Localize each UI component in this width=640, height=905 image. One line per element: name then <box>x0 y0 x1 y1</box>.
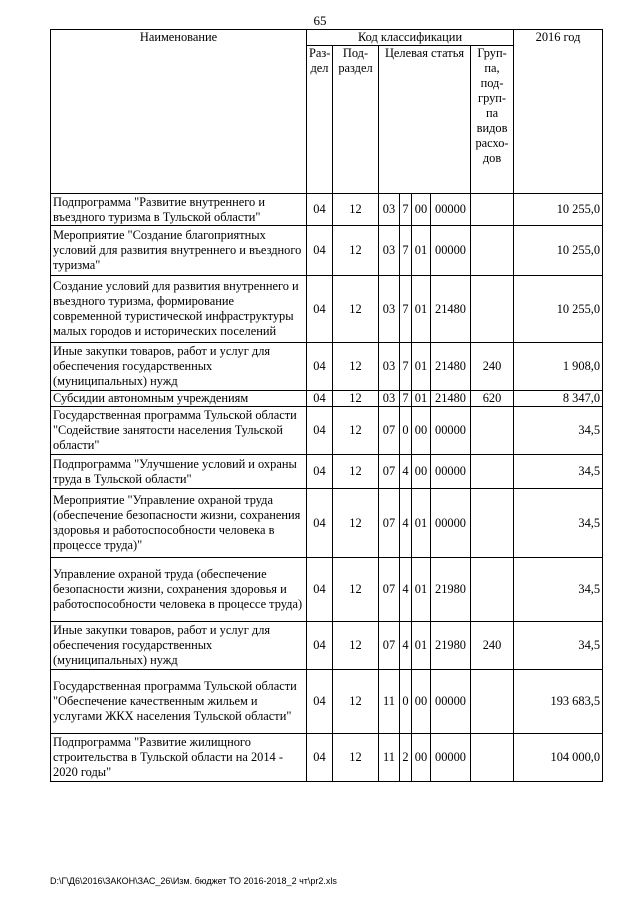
cell-amount: 1 908,0 <box>514 343 603 391</box>
cell-section: 04 <box>307 455 333 489</box>
cell-subsection: 12 <box>333 194 379 226</box>
cell-cs1: 03 <box>379 194 400 226</box>
cell-cs4: 21480 <box>431 343 471 391</box>
table-row <box>51 276 603 343</box>
cell-cs2: 0 <box>400 670 412 734</box>
cell-group <box>471 455 514 489</box>
cell-cs2: 7 <box>400 276 412 343</box>
cell-subsection: 12 <box>333 276 379 343</box>
cell-cs2: 4 <box>400 622 412 670</box>
cell-cs2: 4 <box>400 489 412 558</box>
table-row <box>51 558 603 622</box>
cell-cs1: 03 <box>379 226 400 276</box>
cell-cs2: 7 <box>400 391 412 407</box>
cell-group: 620 <box>471 391 514 407</box>
cell-cs2: 7 <box>400 194 412 226</box>
cell-cs3: 01 <box>412 343 431 391</box>
cell-cs4: 21980 <box>431 622 471 670</box>
cell-cs4: 00000 <box>431 455 471 489</box>
cell-cs2: 0 <box>400 407 412 455</box>
cell-name: Подпрограмма "Улучшение условий и охраны труда в Тульской области" <box>51 455 307 489</box>
header-classification: Код классификации <box>307 30 514 46</box>
cell-group: 240 <box>471 622 514 670</box>
table-row <box>51 391 603 407</box>
cell-name: Государственная программа Тульской области "Содействие занятости населения Тульской области" <box>51 407 307 455</box>
cell-section: 04 <box>307 226 333 276</box>
cell-name: Государственная программа Тульской области "Обеспечение качественным жильем и услугами ЖКХ населения Тульской области" <box>51 670 307 734</box>
cell-section: 04 <box>307 407 333 455</box>
cell-section: 04 <box>307 734 333 782</box>
cell-subsection: 12 <box>333 407 379 455</box>
cell-cs4: 00000 <box>431 194 471 226</box>
table-row <box>51 455 603 489</box>
cell-cs4: 00000 <box>431 226 471 276</box>
cell-name: Мероприятие "Управление охраной труда (обеспечение безопасности жизни, сохранения здоровья и работоспособности человека в процессе труда)" <box>51 489 307 558</box>
cell-cs3: 00 <box>412 407 431 455</box>
cell-cs4: 21980 <box>431 558 471 622</box>
cell-group <box>471 194 514 226</box>
page-number: 65 <box>313 13 327 28</box>
cell-cs3: 01 <box>412 276 431 343</box>
cell-cs1: 07 <box>379 407 400 455</box>
cell-section: 04 <box>307 558 333 622</box>
cell-subsection: 12 <box>333 391 379 407</box>
cell-cs1: 03 <box>379 276 400 343</box>
cell-name: Субсидии автономным учреждениям <box>51 391 307 407</box>
cell-amount: 104 000,0 <box>514 734 603 782</box>
cell-section: 04 <box>307 343 333 391</box>
cell-name: Подпрограмма "Развитие внутреннего и въездного туризма в Тульской области" <box>51 194 307 226</box>
cell-cs2: 2 <box>400 734 412 782</box>
cell-cs4: 00000 <box>431 489 471 558</box>
cell-cs4: 00000 <box>431 670 471 734</box>
cell-group <box>471 407 514 455</box>
cell-name: Мероприятие "Создание благоприятных условий для развития внутреннего и въездного туризма" <box>51 226 307 276</box>
cell-section: 04 <box>307 391 333 407</box>
cell-amount: 34,5 <box>514 455 603 489</box>
table-row <box>51 622 603 670</box>
header-section: Раз- дел <box>307 46 333 194</box>
cell-subsection: 12 <box>333 455 379 489</box>
cell-amount: 10 255,0 <box>514 226 603 276</box>
cell-group <box>471 734 514 782</box>
cell-amount: 34,5 <box>514 558 603 622</box>
cell-name: Подпрограмма "Развитие жилищного строительства в Тульской области на 2014 - 2020 годы" <box>51 734 307 782</box>
cell-cs2: 7 <box>400 343 412 391</box>
cell-cs3: 00 <box>412 194 431 226</box>
cell-name: Иные закупки товаров, работ и услуг для обеспечения государственных (муниципальных) нужд <box>51 622 307 670</box>
cell-cs3: 00 <box>412 455 431 489</box>
cell-cs2: 4 <box>400 558 412 622</box>
cell-amount: 34,5 <box>514 622 603 670</box>
cell-cs1: 07 <box>379 622 400 670</box>
cell-section: 04 <box>307 276 333 343</box>
cell-group <box>471 276 514 343</box>
cell-amount: 8 347,0 <box>514 391 603 407</box>
cell-subsection: 12 <box>333 343 379 391</box>
cell-subsection: 12 <box>333 734 379 782</box>
cell-subsection: 12 <box>333 670 379 734</box>
cell-cs4: 00000 <box>431 734 471 782</box>
cell-group <box>471 489 514 558</box>
cell-cs1: 03 <box>379 343 400 391</box>
cell-subsection: 12 <box>333 558 379 622</box>
table-row <box>51 489 603 558</box>
table-row <box>51 407 603 455</box>
cell-subsection: 12 <box>333 622 379 670</box>
cell-name: Иные закупки товаров, работ и услуг для обеспечения государственных (муниципальных) нужд <box>51 343 307 391</box>
cell-group <box>471 670 514 734</box>
cell-cs1: 07 <box>379 558 400 622</box>
cell-amount: 193 683,5 <box>514 670 603 734</box>
cell-cs2: 7 <box>400 226 412 276</box>
cell-cs1: 07 <box>379 489 400 558</box>
cell-cs1: 07 <box>379 455 400 489</box>
cell-amount: 10 255,0 <box>514 276 603 343</box>
cell-group <box>471 226 514 276</box>
cell-section: 04 <box>307 670 333 734</box>
table-row <box>51 343 603 391</box>
cell-group <box>471 558 514 622</box>
cell-cs3: 01 <box>412 622 431 670</box>
cell-group: 240 <box>471 343 514 391</box>
cell-subsection: 12 <box>333 226 379 276</box>
cell-amount: 34,5 <box>514 407 603 455</box>
cell-cs4: 21480 <box>431 276 471 343</box>
table-row <box>51 194 603 226</box>
header-name: Наименование <box>51 30 307 194</box>
budget-table <box>50 29 603 782</box>
table-row <box>51 226 603 276</box>
cell-amount: 10 255,0 <box>514 194 603 226</box>
cell-cs3: 00 <box>412 734 431 782</box>
table-row <box>51 734 603 782</box>
header-target-article: Целевая статья <box>379 46 471 194</box>
cell-name: Управление охраной труда (обеспечение безопасности жизни, сохранения здоровья и работоспособности человека в процессе труда) <box>51 558 307 622</box>
file-path-footer: D:\Г\Д6\2016\ЗАКОН\ЗАС_26\Изм. бюджет ТО 2016-2018_2 чт\pr2.xls <box>50 876 337 886</box>
cell-cs3: 01 <box>412 558 431 622</box>
cell-cs3: 01 <box>412 391 431 407</box>
header-subsection: Под- раздел <box>333 46 379 194</box>
cell-cs3: 01 <box>412 226 431 276</box>
header-expense-group: Груп- па, под- груп- па видов расхо- дов <box>471 46 514 194</box>
cell-name: Создание условий для развития внутреннего и въездного туризма, формирование современной туристической инфраструктуры малых городов и исторических поселений <box>51 276 307 343</box>
table-row <box>51 670 603 734</box>
cell-cs2: 4 <box>400 455 412 489</box>
cell-amount: 34,5 <box>514 489 603 558</box>
cell-cs4: 00000 <box>431 407 471 455</box>
cell-subsection: 12 <box>333 489 379 558</box>
cell-cs1: 11 <box>379 734 400 782</box>
cell-cs4: 21480 <box>431 391 471 407</box>
cell-section: 04 <box>307 622 333 670</box>
header-year: 2016 год <box>514 30 603 194</box>
cell-section: 04 <box>307 194 333 226</box>
cell-cs1: 03 <box>379 391 400 407</box>
cell-section: 04 <box>307 489 333 558</box>
cell-cs3: 00 <box>412 670 431 734</box>
cell-cs1: 11 <box>379 670 400 734</box>
cell-cs3: 01 <box>412 489 431 558</box>
